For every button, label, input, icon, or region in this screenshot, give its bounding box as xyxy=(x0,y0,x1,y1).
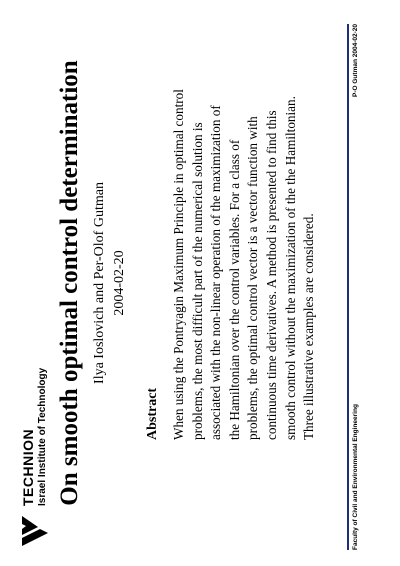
logo-subtitle: Israel Institute of Technology xyxy=(37,367,48,506)
date: 2004-02-20 xyxy=(112,250,127,316)
abstract-line: When using the Pontryagin Maximum Principle in optimal control xyxy=(171,89,186,440)
footer-rule xyxy=(347,24,349,550)
authors: Ilya Ioslovich and Per-Olof Gutman xyxy=(92,182,107,384)
abstract-line: associated with the non-linear operation of the maximization of xyxy=(208,105,224,440)
abstract-line: continuous time derivatives. A method is presented to find this xyxy=(263,110,279,440)
logo-name: TECHNION xyxy=(20,428,36,506)
abstract-body xyxy=(170,89,319,440)
abstract-line: problems, the most difficult part of the numerical solution is xyxy=(189,122,205,440)
abstract-line: the Hamiltonian over the control variables. For a class of xyxy=(226,139,242,440)
abstract-heading: Abstract xyxy=(145,387,160,440)
footer-faculty: Faculty of Civil and Environmental Engineering xyxy=(352,404,359,550)
abstract-line: Three illustrative examples are considered. xyxy=(301,213,317,440)
abstract-line: smooth control without the maximization of the the Hamiltonian. xyxy=(282,96,298,440)
page-title: On smooth optimal control determination xyxy=(56,60,83,506)
technion-logo xyxy=(18,350,58,550)
technion-emblem-icon xyxy=(20,514,50,548)
abstract-line: problems, the optimal control vector is a vector function with xyxy=(245,116,261,440)
footer-author-date: P-O Gutman 2004-02-20 xyxy=(352,24,359,97)
